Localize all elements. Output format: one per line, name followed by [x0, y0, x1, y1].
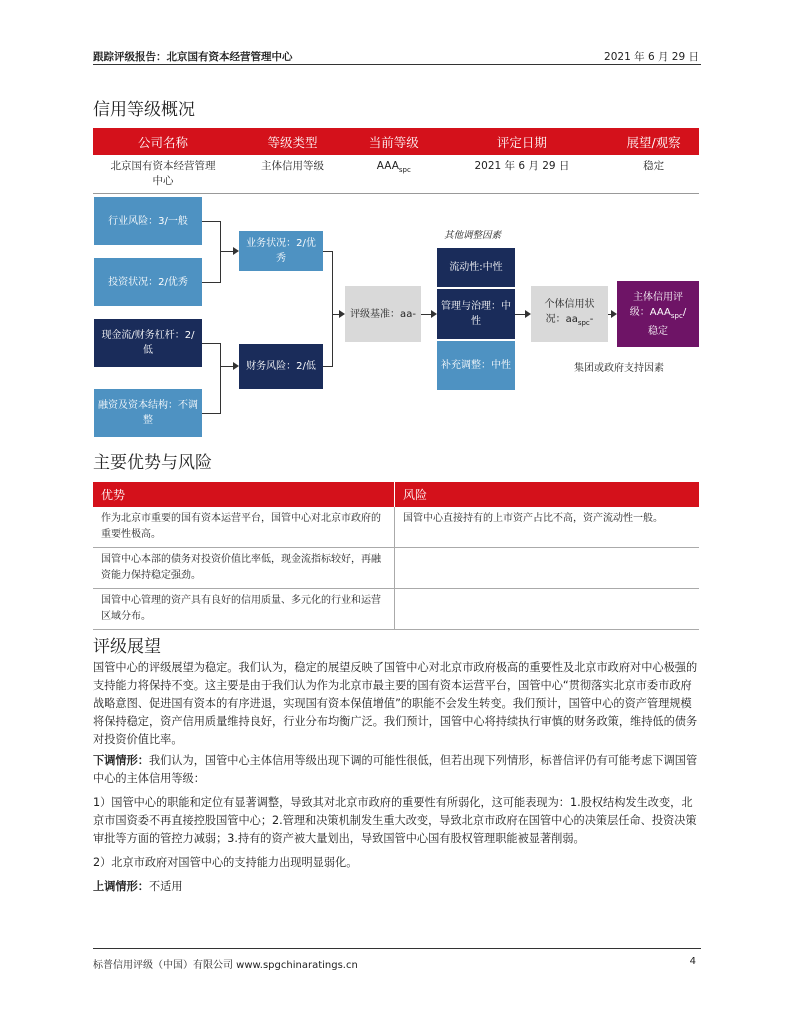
downgrade-text: 我们认为，国管中心主体信用等级出现下调的可能性很低，但若出现下列情形，标普信评仍有可能考虑下调国管中心的主体信用等级：	[93, 754, 698, 785]
connector	[332, 314, 339, 315]
table-row	[93, 155, 699, 194]
connector	[220, 251, 233, 252]
box-anchor: 评级基准：aa-	[345, 286, 421, 342]
final-sub: spc	[670, 311, 683, 320]
box-financing: 融资及资本结构：不调整	[94, 389, 202, 437]
connector	[220, 221, 221, 283]
header-rule	[93, 64, 701, 65]
header-date: 2021 年 6 月 29 日	[604, 51, 699, 63]
standalone-a: 个体信用状况：aa	[544, 299, 595, 325]
condition-2: 2）北京市政府对国管中心的支持能力出现明显弱化。	[93, 856, 358, 869]
strength-item: 国管中心本部的债务对投资价值比率低，现金流指标较好，再融资能力保持稳定强劲。	[93, 548, 395, 589]
box-industry-risk: 行业风险：3/一般	[94, 197, 202, 245]
box-final-rating	[617, 281, 699, 347]
box-financial: 财务风险：2/低	[239, 344, 323, 389]
connector	[202, 221, 220, 222]
section-title-credit-overview: 信用等级概况	[93, 100, 195, 120]
box-standalone	[531, 286, 608, 342]
connector	[220, 343, 221, 414]
arrow	[525, 310, 531, 318]
support-label: 集团或政府支持因素	[574, 363, 664, 374]
box-supplement: 补充调整：中性	[437, 341, 515, 390]
box-investment: 投资状况：2/优秀	[94, 258, 202, 306]
table-row	[93, 507, 699, 548]
box-governance: 管理与治理：中性	[437, 289, 515, 339]
arrow	[611, 310, 617, 318]
box-cashflow: 现金流/财务杠杆：2/低	[94, 319, 202, 367]
section-title-strengths-risks: 主要优势与风险	[93, 453, 212, 473]
col-risks: 风险	[395, 482, 700, 507]
strength-item: 作为北京市重要的国有资本运营平台，国管中心对北京市政府的重要性极高。	[93, 507, 395, 548]
strengths-risks-table	[93, 482, 699, 630]
cell-date: 2021 年 6 月 29 日	[436, 155, 608, 194]
connector	[515, 314, 525, 315]
risk-item	[395, 548, 700, 589]
page-number: 4	[689, 956, 696, 967]
cell-type: 主体信用等级	[233, 155, 352, 194]
arrow	[233, 247, 239, 255]
connector	[202, 282, 220, 283]
footer-rule	[93, 948, 701, 949]
connector	[332, 251, 333, 367]
col-grade: 当前等级	[352, 128, 436, 155]
other-factors-label: 其他调整因素	[444, 230, 502, 241]
col-strengths: 优势	[93, 482, 395, 507]
cell-company: 北京国有资本经营管理中心	[93, 155, 233, 194]
outlook-paragraph: 国管中心的评级展望为稳定。我们认为，稳定的展望反映了国管中心对北京市政府极高的重要性及北京市政府对中心极强的支持能力将保持不变。这主要是由于我们认为作为北京市最主要的国有资本运营平台，国管中心“贯彻落实北京市委市政府战略意图、促进国有资本的有序进退，实现国有资本保值增值”的职能不会发生转变。我们预计，国管中心的资产管理规模将保持稳定，资产信用质量维持良好，行业分布均衡广泛。我们预计，国管中心将持续执行审慎的财务政策，维持低的债务对投资价值比率。	[93, 661, 698, 746]
cell-outlook: 稳定	[608, 155, 699, 194]
col-company: 公司名称	[93, 128, 233, 155]
final-text	[625, 290, 691, 339]
cell-grade	[352, 155, 436, 194]
final-b: /稳定	[648, 306, 687, 337]
final-a: 主体信用评级：AAA	[629, 291, 683, 318]
strength-item: 国管中心管理的资产具有良好的信用质量、多元化的行业和运营区域分布。	[93, 589, 395, 630]
upgrade-label: 上调情形：	[93, 880, 149, 893]
table-row	[93, 548, 699, 589]
risk-item	[395, 589, 700, 630]
box-liquidity: 流动性:中性	[437, 248, 515, 287]
table-row	[93, 589, 699, 630]
arrow	[431, 310, 437, 318]
arrow	[339, 310, 345, 318]
connector	[323, 366, 332, 367]
col-type: 等级类型	[233, 128, 352, 155]
risk-item: 国管中心直接持有的上市资产占比不高，资产流动性一般。	[395, 507, 700, 548]
connector	[202, 343, 220, 344]
header-title: 跟踪评级报告：北京国有资本经营管理中心	[93, 51, 293, 63]
upgrade-paragraph	[93, 878, 701, 896]
section-title-outlook: 评级展望	[93, 637, 161, 657]
col-date: 评定日期	[436, 128, 608, 155]
downgrade-paragraph	[93, 752, 701, 788]
connector	[323, 251, 332, 252]
upgrade-text: 不适用	[148, 880, 183, 893]
connector	[220, 366, 233, 367]
arrow	[233, 362, 239, 370]
grade-main: AAA	[376, 160, 399, 172]
downgrade-label: 下调情形：	[93, 754, 149, 767]
connector	[202, 413, 220, 414]
box-business: 业务状况：2/优秀	[239, 231, 323, 271]
standalone-b: -	[589, 314, 594, 325]
footer-company: 标普信用评级（中国）有限公司 www.spgchinaratings.cn	[93, 960, 358, 971]
standalone-text	[535, 297, 604, 331]
condition-1: 1）国管中心的职能和定位有显著调整，导致其对北京市政府的重要性有所弱化，这可能表现为：1.股权结构发生改变，北京市国资委不再直接控股国管中心；2.管理和决策机制发生重大改变，导致北京市政府在国管中心的决策层任命、投资决策审批等方面的管控力减弱；3.持有的资产被大量划出，导致国管中心国有股权管理职能被显著削弱。	[93, 796, 697, 845]
rating-table	[93, 128, 699, 194]
standalone-sub: spc	[577, 319, 590, 327]
grade-sub: spc	[398, 166, 411, 175]
col-outlook: 展望/观察	[608, 128, 699, 155]
connector	[421, 314, 431, 315]
